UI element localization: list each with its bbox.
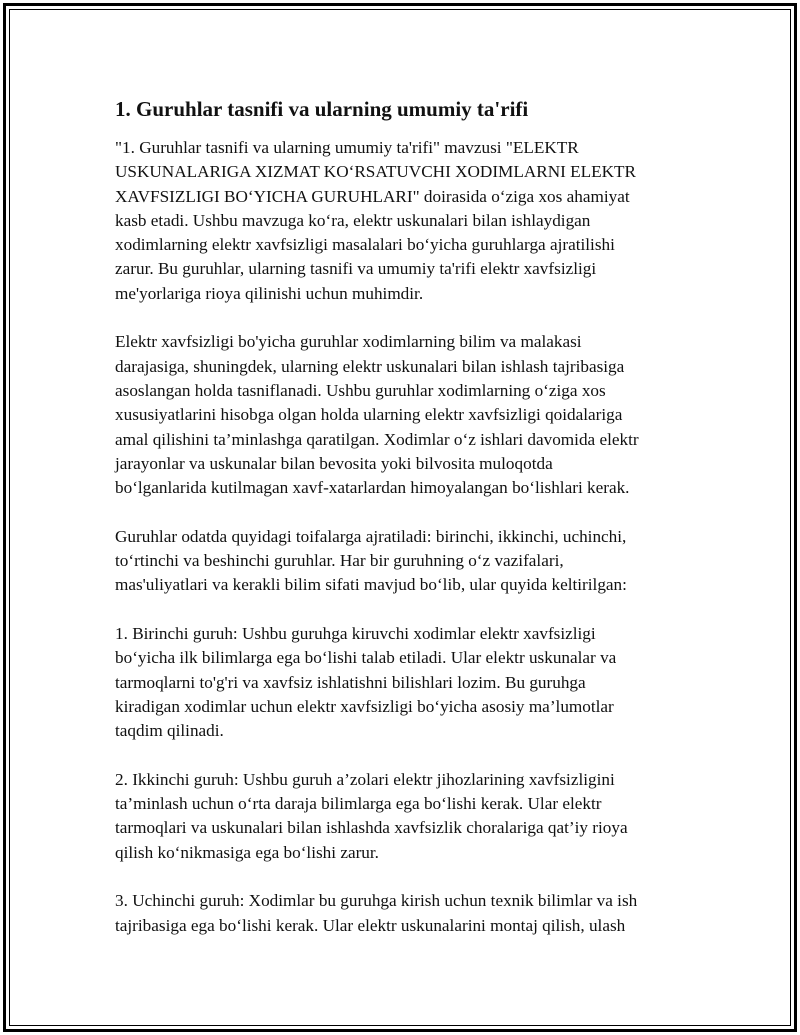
text-line: darajasiga, shuningdek, ularning elektr uskunalari bilan ishlash tajribasiga	[115, 356, 625, 376]
text-line: jarayonlar va uskunalar bilan bevosita yoki bilvosita muloqotda	[115, 453, 553, 473]
text-line: tajribasiga ega bo‘lishi kerak. Ular elektr uskunalarini montaj qilish, ulash	[115, 915, 626, 935]
paragraph-classification	[115, 330, 715, 500]
paragraph-intro	[115, 136, 715, 306]
paragraph-group-2	[115, 768, 715, 865]
text-line: bo‘yicha ilk bilimlarga ega bo‘lishi talab etiladi. Ular elektr uskunalar va	[115, 648, 617, 668]
text-line: bo‘lganlarida kutilmagan xavf-xatarlardan himoyalangan bo‘lishlari kerak.	[115, 478, 630, 498]
text-line: XAVFSIZLIGI BO‘YICHA GURUHLARI" doirasida o‘ziga xos ahamiyat	[115, 186, 630, 206]
text-line: mas'uliyatlari va kerakli bilim sifati mavjud bo‘lib, ular quyida keltirilgan:	[115, 575, 627, 595]
paragraph-categories	[115, 525, 715, 598]
text-line: kasb etadi. Ushbu mavzuga ko‘ra, elektr uskunalari bilan ishlaydigan	[115, 210, 591, 230]
text-line: qilish ko‘nikmasiga ega bo‘lishi zarur.	[115, 842, 379, 862]
text-line: asoslangan holda tasniflanadi. Ushbu guruhlar xodimlarning o‘ziga xos	[115, 380, 606, 400]
text-line: 1. Birinchi guruh: Ushbu guruhga kiruvchi xodimlar elektr xavfsizligi	[115, 623, 596, 643]
text-line: me'yorlariga rioya qilinishi uchun muhimdir.	[115, 283, 424, 303]
text-line: USKUNALARIGA XIZMAT KO‘RSATUVCHI XODIMLARNI ELEKTR	[115, 162, 637, 182]
paragraph-group-3	[115, 889, 715, 938]
paragraph-group-1	[115, 622, 715, 743]
text-line: 3. Uchinchi guruh: Xodimlar bu guruhga kirish uchun texnik bilimlar va ish	[115, 891, 638, 911]
text-line: 2. Ikkinchi guruh: Ushbu guruh a’zolari elektr jihozlarining xavfsizligini	[115, 769, 615, 789]
text-line: xodimlarning elektr xavfsizligi masalalari bo‘yicha guruhlarga ajratilishi	[115, 235, 615, 255]
text-line: zarur. Bu guruhlar, ularning tasnifi va umumiy ta'rifi elektr xavfsizligi	[115, 259, 597, 279]
text-line: ta’minlash uchun o‘rta daraja bilimlarga ega bo‘lishi kerak. Ular elektr	[115, 794, 602, 814]
text-line: tarmoqlarni to'g'ri va xavfsiz ishlatishni bilishlari lozim. Bu guruhga	[115, 672, 586, 692]
text-line: Elektr xavfsizligi bo'yicha guruhlar xodimlarning bilim va malakasi	[115, 332, 582, 352]
text-line: "1. Guruhlar tasnifi va ularning umumiy ta'rifi" mavzusi "ELEKTR	[115, 138, 579, 157]
text-line: amal qilishini ta’minlashga qaratilgan. Xodimlar o‘z ishlari davomida elektr	[115, 429, 639, 449]
text-line: to‘rtinchi va beshinchi guruhlar. Har bir guruhning o‘z vazifalari,	[115, 551, 564, 571]
text-line: kiradigan xodimlar uchun elektr xavfsizligi bo‘yicha asosiy ma’lumotlar	[115, 696, 614, 716]
text-line: taqdim qilinadi.	[115, 721, 224, 741]
text-line: Guruhlar odatda quyidagi toifalarga ajratiladi: birinchi, ikkinchi, uchinchi,	[115, 526, 627, 546]
text-line: xususiyatlarini hisobga olgan holda ularning elektr xavfsizligi qoidalariga	[115, 405, 623, 425]
document-title: 1. Guruhlar tasnifi va ularning umumiy ta'rifi	[115, 97, 529, 121]
text-line: tarmoqlari va uskunalari bilan ishlashda xavfsizlik choralariga qat’iy rioya	[115, 818, 628, 838]
document-body	[115, 86, 715, 962]
